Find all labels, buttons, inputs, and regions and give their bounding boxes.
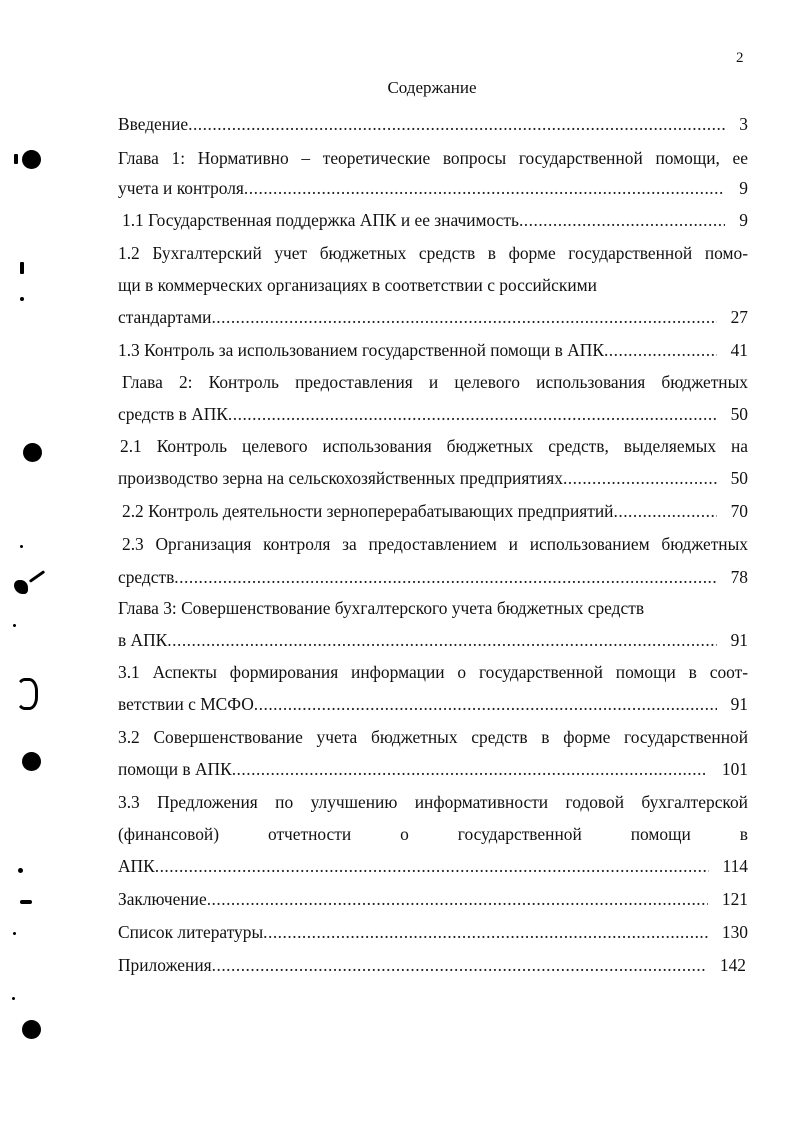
toc-page: 130 [721, 922, 748, 942]
toc-label: в АПК [118, 630, 168, 650]
toc-label: Приложения [118, 955, 212, 975]
toc-entry-chapter-1 [118, 177, 748, 199]
scan-speck [14, 580, 28, 594]
scan-speck [18, 868, 23, 873]
toc-page: 78 [730, 567, 748, 587]
toc-label: Введение [118, 114, 189, 134]
toc-page: 114 [722, 856, 748, 876]
toc-entry-chapter-3-line-1: Глава 3: Совершенствование бухгалтерского учета бюджетных средств [118, 598, 645, 618]
dot-leader [614, 500, 717, 522]
scan-speck [20, 297, 24, 301]
toc-entry-1-2 [118, 306, 748, 328]
toc-label: учета и контроля [118, 178, 244, 198]
scan-speck [16, 678, 38, 710]
dot-leader [167, 629, 716, 651]
scan-speck [20, 262, 24, 274]
toc-page: 50 [730, 404, 748, 424]
dot-leader [228, 403, 717, 425]
dot-leader [232, 758, 708, 780]
scan-speck [12, 997, 15, 1000]
toc-entry-1-2-line-1: 1.2 Бухгалтерский учет бюджетных средств в форме государственной помо- [118, 243, 748, 263]
toc-label: Заключение [118, 889, 207, 909]
toc-label: 1.1 Государственная поддержка АПК и ее значимость [122, 210, 519, 230]
toc-page: 91 [730, 630, 748, 650]
toc-page: 50 [730, 468, 748, 488]
dot-leader [519, 209, 725, 231]
toc-entry-chapter-3 [118, 629, 748, 651]
toc-entry-appendices [118, 954, 746, 976]
toc-entry-3-3-line-1: 3.3 Предложения по улучшению информативности годовой бухгалтерской [118, 792, 748, 812]
toc-label: 1.3 Контроль за использованием государственной помощи в АПК [118, 340, 604, 360]
page-title: Содержание [387, 78, 477, 97]
dot-leader [263, 921, 708, 943]
scan-speck [13, 624, 16, 627]
toc-page: 91 [730, 694, 748, 714]
toc-entry-3-1 [118, 693, 748, 715]
scan-speck [20, 900, 32, 904]
toc-entry-chapter-1-line-1: Глава 1: Нормативно – теоретические вопросы государственной помощи, ее [118, 148, 748, 168]
toc-entry-2-3 [118, 566, 748, 588]
toc-entry-3-2-line-1: 3.2 Совершенствование учета бюджетных средств в форме государственной [118, 727, 748, 747]
toc-label: средств в АПК [118, 404, 228, 424]
toc-entry-2-3-line-1: 2.3 Организация контроля за предоставлением и использованием бюджетных [122, 534, 748, 554]
toc-label: помощи в АПК [118, 759, 232, 779]
scan-speck [13, 932, 16, 935]
scan-speck [20, 545, 23, 548]
toc-label: средств [118, 567, 175, 587]
toc-page: 121 [721, 889, 748, 909]
toc-entry-intro [118, 113, 748, 135]
toc-page: 3 [739, 114, 748, 134]
toc-page: 41 [730, 340, 748, 360]
toc-entry-1-3 [118, 339, 748, 361]
toc-page: 142 [719, 955, 746, 975]
toc-entry-2-2 [122, 500, 748, 522]
toc-entry-2-1-line-1: 2.1 Контроль целевого использования бюджетных средств, выделяемых на [120, 436, 748, 456]
scan-speck [14, 154, 18, 164]
dot-leader [211, 306, 716, 328]
toc-label: Список литературы [118, 922, 264, 942]
toc-entry-3-1-line-1: 3.1 Аспекты формирования информации о государственной помощи в соот- [118, 662, 748, 682]
toc-page: 101 [721, 759, 748, 779]
dot-leader [563, 467, 717, 489]
toc-label: стандартами [118, 307, 212, 327]
toc-label: 2.2 Контроль деятельности зерноперерабатывающих предприятий [122, 501, 614, 521]
toc-page: 27 [730, 307, 748, 327]
binding-hole-mark [22, 752, 41, 771]
toc-page: 9 [739, 178, 748, 198]
dot-leader [174, 566, 716, 588]
dot-leader [207, 888, 708, 910]
toc-page: 70 [730, 501, 748, 521]
toc-entry-chapter-2 [118, 403, 748, 425]
toc-entry-conclusion [118, 888, 748, 910]
toc-entry-1-1 [122, 209, 748, 231]
toc-entry-references [118, 921, 748, 943]
toc-entry-3-2 [118, 758, 748, 780]
dot-leader [254, 693, 717, 715]
dot-leader [155, 855, 709, 877]
toc-label: производство зерна на сельскохозяйственных предприятиях [118, 468, 563, 488]
toc-page: 9 [739, 210, 748, 230]
toc-label: АПК [118, 856, 155, 876]
toc-entry-2-1 [118, 467, 748, 489]
dot-leader [604, 339, 717, 361]
toc-label: ветствии с МСФО [118, 694, 254, 714]
scan-speck [29, 570, 45, 583]
toc-entry-1-2-line-2: щи в коммерческих организациях в соответствии с российскими [118, 275, 597, 295]
toc-entry-chapter-2-line-1: Глава 2: Контроль предоставления и целевого использования бюджетных [122, 372, 748, 392]
binding-hole-mark [22, 150, 41, 169]
dot-leader [212, 954, 706, 976]
toc-entry-3-3 [118, 855, 748, 877]
page-number: 2 [736, 50, 744, 66]
toc-entry-3-3-line-2: (финансовой) отчетности о государственной помощи в [118, 824, 748, 844]
binding-hole-mark [22, 1020, 41, 1039]
dot-leader [188, 113, 725, 135]
binding-hole-mark [23, 443, 42, 462]
dot-leader [244, 177, 725, 199]
